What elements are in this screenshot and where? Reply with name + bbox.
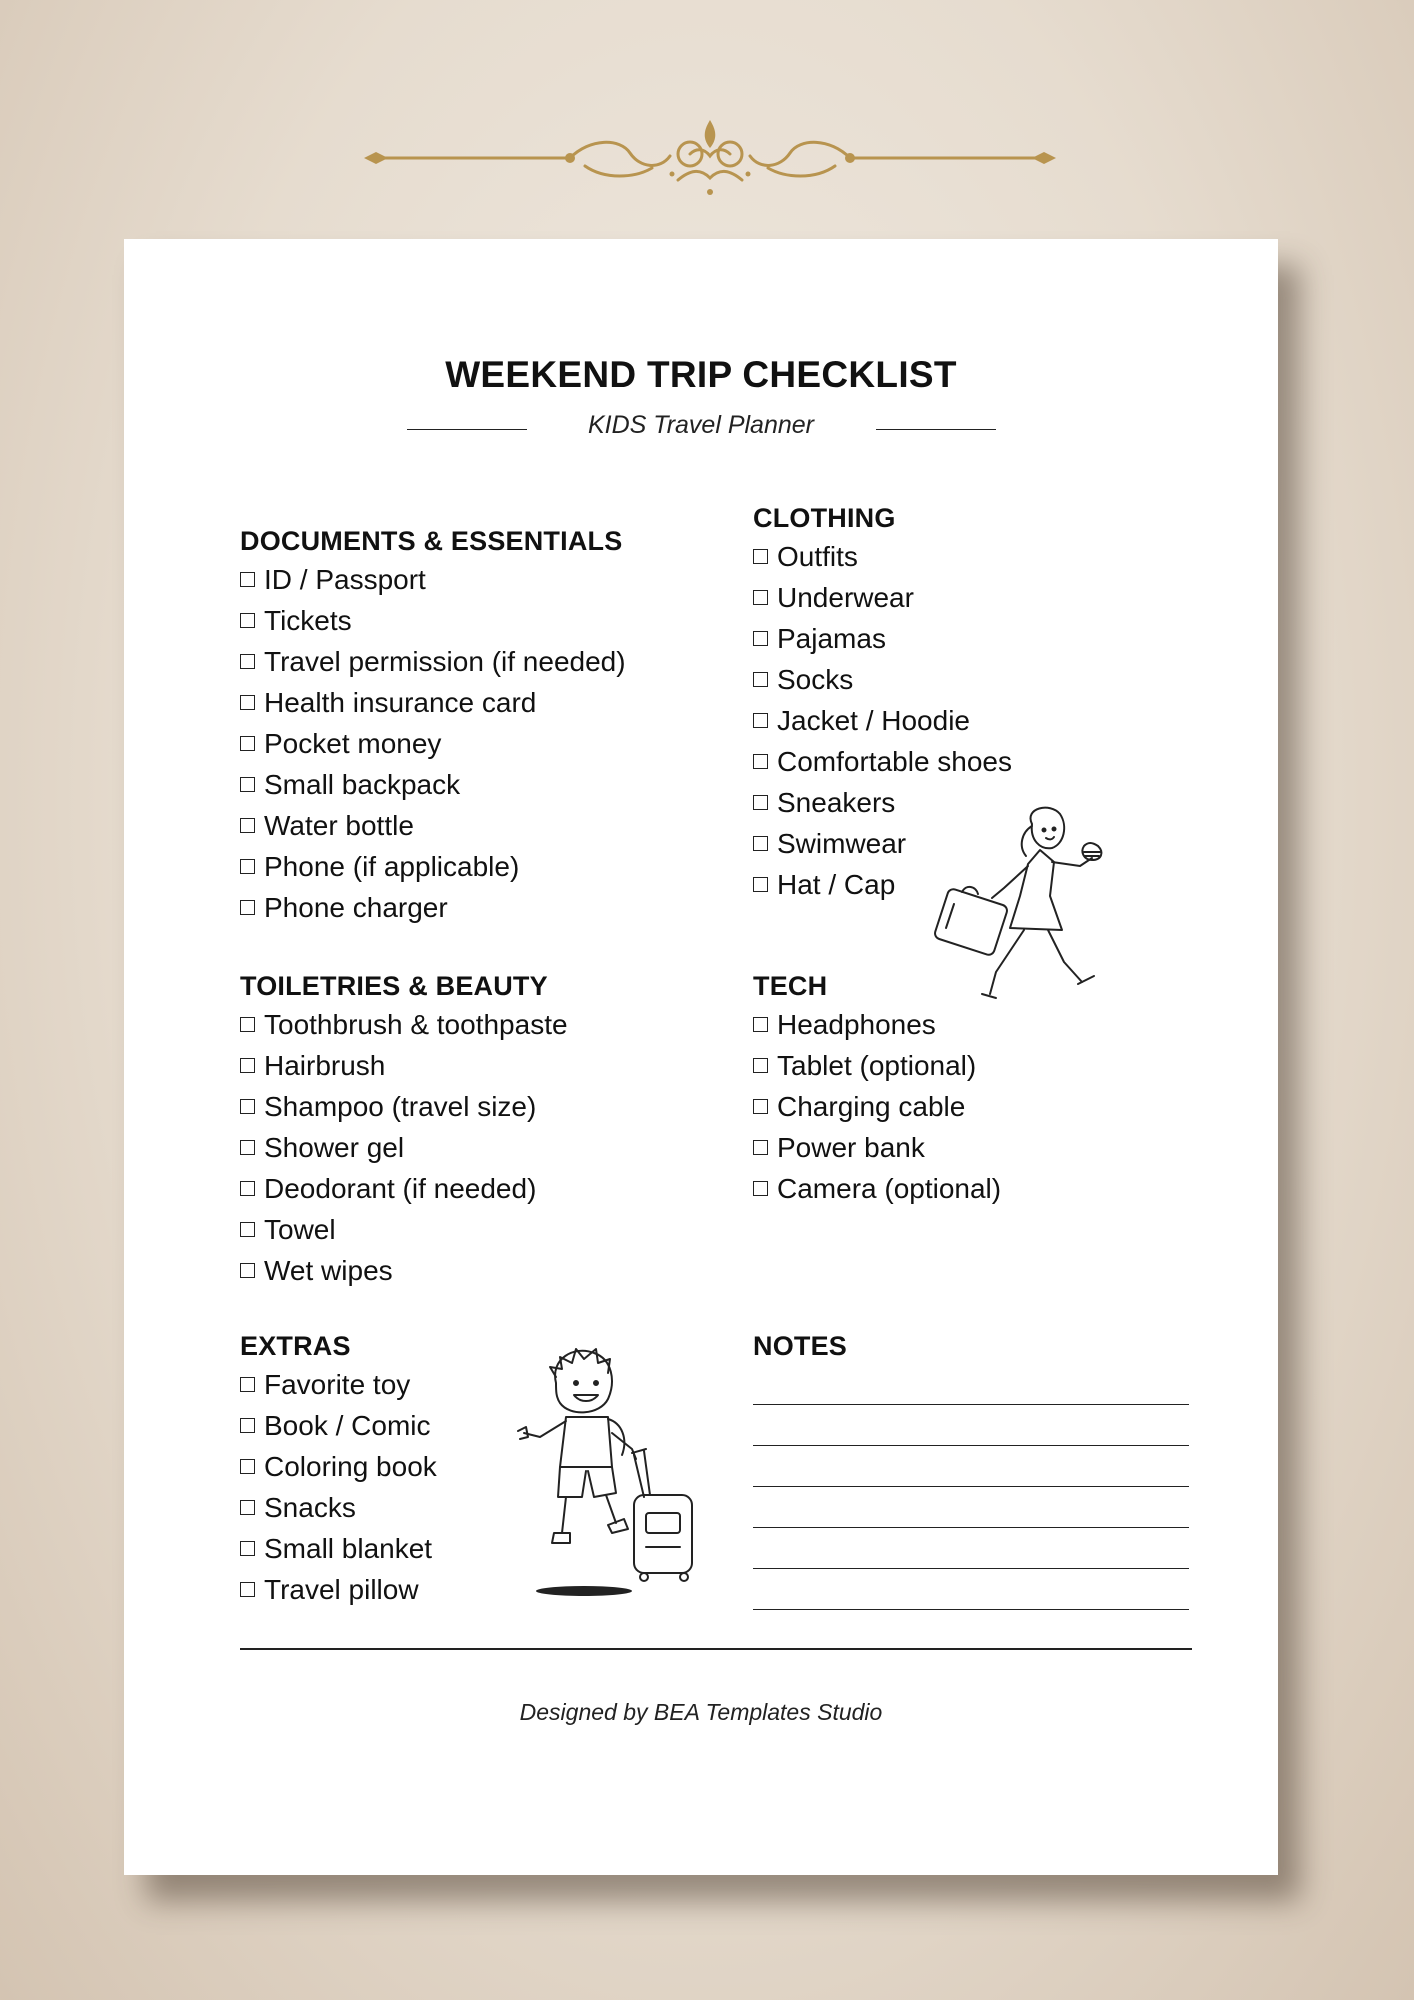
checklist-item[interactable] [240,887,626,928]
item-label: Toothbrush & toothpaste [264,1009,568,1040]
notes-line[interactable] [753,1487,1189,1528]
checklist-item[interactable] [753,618,1012,659]
notes-line[interactable] [753,1364,1189,1405]
checklist-item[interactable] [753,659,1012,700]
checklist-item[interactable] [753,577,1012,618]
item-label: Phone (if applicable) [264,851,520,882]
item-label: Pocket money [264,728,442,759]
checklist-item[interactable] [240,805,626,846]
item-label: Shower gel [264,1132,405,1163]
section-heading-notes: NOTES [753,1331,848,1361]
section-heading-clothing: CLOTHING [753,503,896,533]
notes-line[interactable] [753,1569,1189,1610]
page-subtitle: KIDS Travel Planner [587,411,814,439]
section-notes [753,1328,1189,1610]
section-toiletries [240,968,568,1291]
item-label: Book / Comic [264,1410,431,1441]
checkbox-icon[interactable] [753,1058,768,1073]
checklist-item[interactable] [240,559,626,600]
item-label: Tickets [264,605,352,636]
checkbox-icon[interactable] [240,1058,255,1073]
checkbox-icon[interactable] [753,713,768,728]
checkbox-icon[interactable] [753,1017,768,1032]
item-label: Snacks [264,1492,356,1523]
checklist-item[interactable] [240,1127,568,1168]
item-label: Coloring book [264,1451,437,1482]
checklist-item[interactable] [753,1127,1001,1168]
notes-lines[interactable] [753,1364,1189,1610]
item-label: Wet wipes [264,1255,393,1286]
checklist-item[interactable] [240,1045,568,1086]
notes-line[interactable] [753,1405,1189,1446]
checklist-item[interactable] [240,764,626,805]
item-label: Travel pillow [264,1574,419,1605]
section-heading-extras: EXTRAS [240,1331,351,1361]
item-label: Towel [264,1214,336,1245]
subtitle-rule-right [876,429,996,430]
item-label: Deodorant (if needed) [264,1173,537,1204]
section-tech [753,968,1001,1209]
item-label: Charging cable [777,1091,966,1122]
item-label: Outfits [777,541,858,572]
item-label: Water bottle [264,810,414,841]
checkbox-icon[interactable] [240,695,255,710]
checklist-item[interactable] [240,1569,437,1610]
checkbox-icon[interactable] [753,1181,768,1196]
checkbox-icon[interactable] [240,777,255,792]
checkbox-icon[interactable] [240,1500,255,1515]
item-label: Sneakers [777,787,896,818]
item-label: Favorite toy [264,1369,411,1400]
checkbox-icon[interactable] [240,572,255,587]
checkbox-icon[interactable] [753,836,768,851]
item-label: Hairbrush [264,1050,386,1081]
checkbox-icon[interactable] [753,590,768,605]
item-label: Shampoo (travel size) [264,1091,537,1122]
checklist-item[interactable] [240,1004,568,1045]
checklist-item[interactable] [240,1209,568,1250]
item-label: Jacket / Hoodie [777,705,970,736]
checkbox-icon[interactable] [753,549,768,564]
checkbox-icon[interactable] [240,1418,255,1433]
checkbox-icon[interactable] [240,1099,255,1114]
checklist-item[interactable] [753,700,1012,741]
item-label: Socks [777,664,854,695]
item-label: Swimwear [777,828,907,859]
gold-flourish-ornament [360,108,1060,204]
item-label: Small backpack [264,769,461,800]
checklist-item[interactable] [753,1045,1001,1086]
checklist-item[interactable] [240,1086,568,1127]
subtitle-row [124,409,1278,449]
item-label: Pajamas [777,623,886,654]
checklist-item[interactable] [753,1004,1001,1045]
page-title: WEEKEND TRIP CHECKLIST [445,354,957,395]
checklist-item[interactable] [240,846,626,887]
footer-credit: Designed by BEA Templates Studio [519,1699,883,1725]
checklist-item[interactable] [240,723,626,764]
checkbox-icon[interactable] [240,1377,255,1392]
item-label: Tablet (optional) [777,1050,977,1081]
checkbox-icon[interactable] [240,613,255,628]
checklist-item[interactable] [240,1168,568,1209]
item-label: Phone charger [264,892,448,923]
item-label: Travel permission (if needed) [264,646,626,677]
item-label: Power bank [777,1132,925,1163]
notes-line[interactable] [753,1446,1189,1487]
checklist-item[interactable] [240,1250,568,1291]
item-label: Health insurance card [264,687,537,718]
checkbox-icon[interactable] [240,1181,255,1196]
checklist-item[interactable] [240,1487,437,1528]
item-label: Hat / Cap [777,869,896,900]
bottom-divider [240,1648,1192,1650]
checkbox-icon[interactable] [240,1582,255,1597]
item-label: Underwear [777,582,914,613]
checklist-item[interactable] [240,1405,437,1446]
checkbox-icon[interactable] [753,754,768,769]
checkbox-icon[interactable] [240,654,255,669]
section-heading-documents: DOCUMENTS & ESSENTIALS [240,526,623,556]
checklist-sheet [124,239,1278,1875]
checklist-item[interactable] [240,1364,437,1405]
item-label: Small blanket [264,1533,433,1564]
checkbox-icon[interactable] [753,1140,768,1155]
checkbox-icon[interactable] [240,900,255,915]
checkbox-icon[interactable] [753,672,768,687]
checklist-item[interactable] [240,682,626,723]
item-label: Comfortable shoes [777,746,1013,777]
boy-with-suitcase-illustration [504,1347,724,1597]
checklist-item[interactable] [240,1446,437,1487]
checkbox-icon[interactable] [240,1017,255,1032]
checkbox-icon[interactable] [240,736,255,751]
checkbox-icon[interactable] [753,795,768,810]
section-heading-tech: TECH [753,971,828,1001]
checklist-item[interactable] [240,600,626,641]
section-heading-toiletries: TOILETRIES & BEAUTY [240,971,548,1001]
checklist-item[interactable] [753,1168,1001,1209]
item-label: Camera (optional) [777,1173,1002,1204]
checklist-item[interactable] [753,741,1012,782]
checklist-item[interactable] [240,1528,437,1569]
checkbox-icon[interactable] [240,1222,255,1237]
checkbox-icon[interactable] [753,1099,768,1114]
checklist-item[interactable] [753,1086,1001,1127]
checkbox-icon[interactable] [240,1541,255,1556]
checkbox-icon[interactable] [240,1459,255,1474]
checklist-item[interactable] [240,641,626,682]
checkbox-icon[interactable] [753,631,768,646]
checkbox-icon[interactable] [240,1263,255,1278]
checkbox-icon[interactable] [240,1140,255,1155]
checkbox-icon[interactable] [240,859,255,874]
item-label: ID / Passport [264,564,426,595]
checkbox-icon[interactable] [753,877,768,892]
notes-line[interactable] [753,1528,1189,1569]
item-label: Headphones [777,1009,936,1040]
checkbox-icon[interactable] [240,818,255,833]
section-documents [240,523,626,928]
section-extras [240,1328,437,1610]
checklist-item[interactable] [753,536,1012,577]
